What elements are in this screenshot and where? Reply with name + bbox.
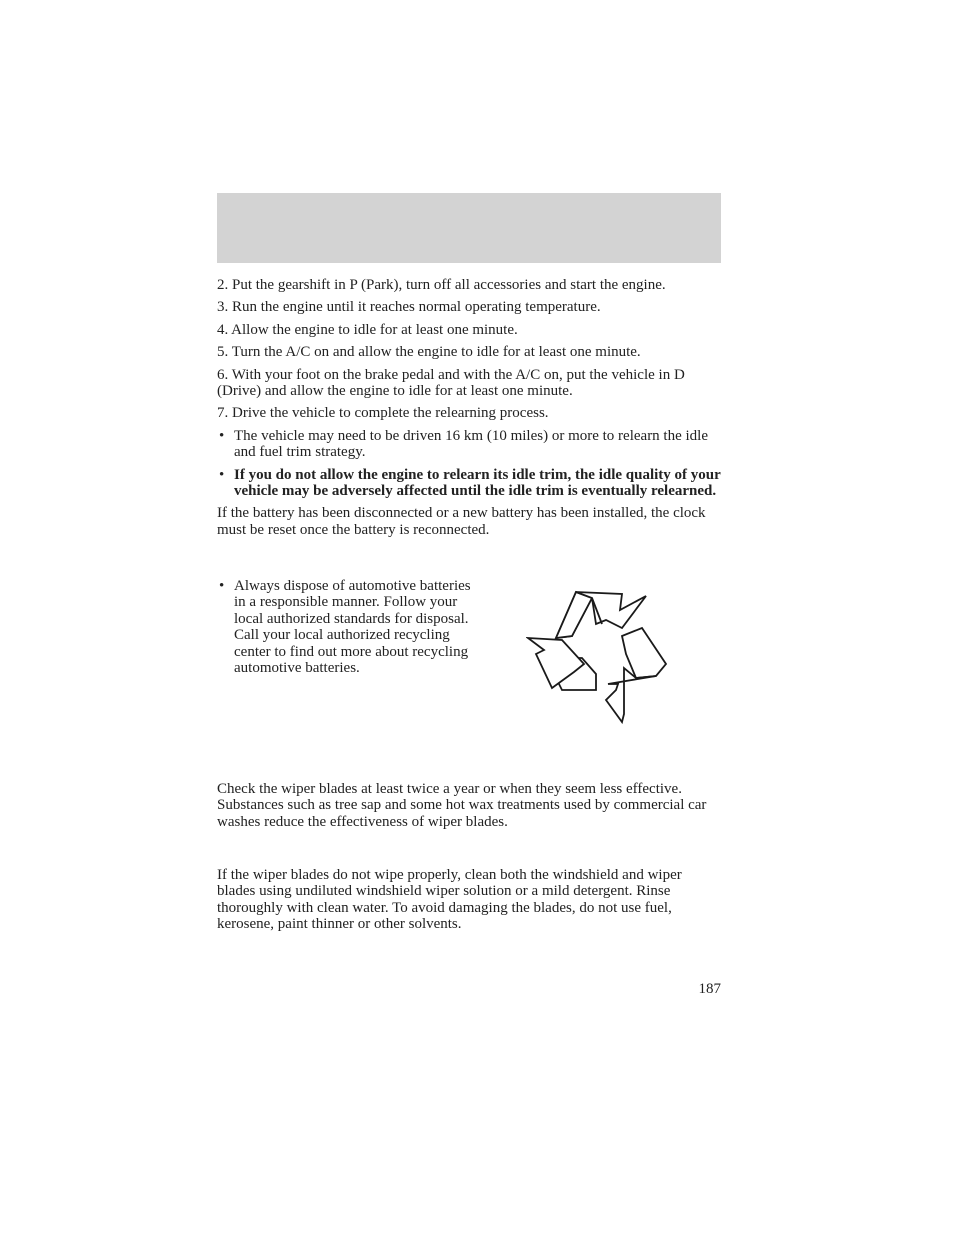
list-item: [217, 578, 477, 676]
section-header-band: [217, 193, 721, 263]
battery-disposal-note: Always dispose of automotive batteries in a responsible manner. Follow your local authorized standards for disposal. Call your local authorized recycling center to find out more about recycling automotive batteries.: [234, 578, 471, 677]
recycle-icon: [526, 588, 670, 726]
bullet-marker: •: [219, 427, 225, 444]
bullet-marker: •: [219, 578, 225, 594]
step-4: 4. Allow the engine to idle for at least one minute.: [217, 321, 518, 338]
step-3: 3. Run the engine until it reaches normal operating temperature.: [217, 299, 601, 316]
wiper-check-text: Check the wiper blades at least twice a year or when they seem less effective. Substances such as tree sap and some hot wax treatments used by commercial car washes reduce the effectiveness of wiper blades.: [217, 781, 707, 830]
wiper-clean-section: [217, 867, 723, 933]
wiper-check-section: [217, 781, 723, 830]
step-5: 5. Turn the A/C on and allow the engine to idle for at least one minute.: [217, 344, 641, 361]
relearn-distance-note: The vehicle may need to be driven 16 km (10 miles) or more to relearn the idle and fuel trim strategy.: [234, 427, 709, 461]
relearn-steps: [217, 277, 723, 538]
step-2: 2. Put the gearshift in P (Park), turn off all accessories and start the engine.: [217, 277, 666, 293]
bullet-marker: •: [219, 466, 225, 483]
idle-trim-warning: If you do not allow the engine to relearn its idle trim, the idle quality of your vehicle may be adversely affected until the idle trim is eventually relearned.: [234, 466, 721, 500]
recycling-note: [217, 578, 477, 676]
clock-reset-note: If the battery has been disconnected or a new battery has been installed, the clock must be reset once the battery is reconnected.: [217, 505, 706, 538]
page-number: 187: [698, 981, 721, 997]
list-item: [217, 467, 723, 500]
step-6: 6. With your foot on the brake pedal and with the A/C on, put the vehicle in D (Drive) and allow the engine to idle for at least one minute.: [217, 366, 685, 400]
wiper-clean-text: If the wiper blades do not wipe properly, clean both the windshield and wiper blades using undiluted windshield wiper solution or a mild detergent. Rinse thoroughly with clean water. To avoid damaging the blades, do not use fuel, kerosene, paint thinner or other solvents.: [217, 867, 682, 933]
list-item: [217, 428, 723, 461]
step-7: 7. Drive the vehicle to complete the relearning process.: [217, 405, 549, 422]
